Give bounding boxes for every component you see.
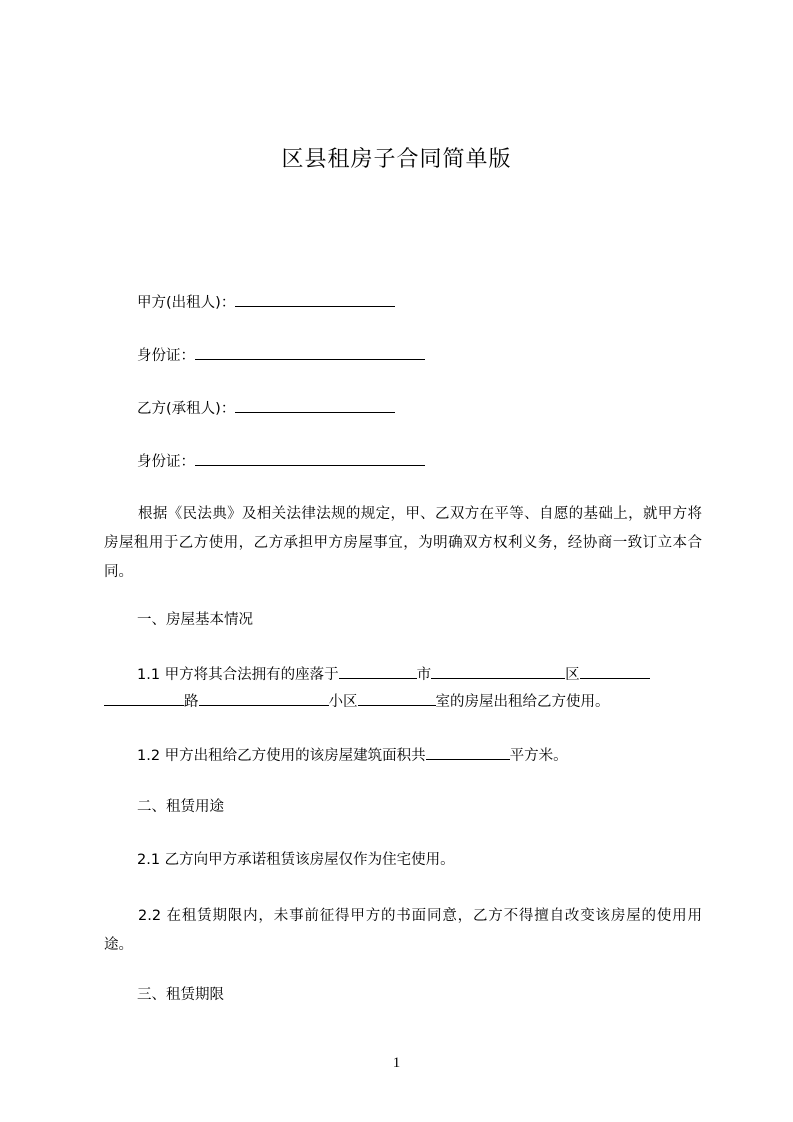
district-blank[interactable] <box>580 663 650 679</box>
room-blank[interactable] <box>358 690 436 706</box>
section-2-heading: 二、租赁用途 <box>137 799 224 815</box>
community-blank[interactable] <box>199 690 329 706</box>
id-line-1 <box>137 344 425 366</box>
party-b-blank[interactable] <box>235 397 395 413</box>
clause-1-2 <box>137 744 568 766</box>
road-label: 路 <box>184 694 199 710</box>
party-a-blank[interactable] <box>235 291 395 307</box>
party-a-line <box>137 291 395 313</box>
area-blank[interactable] <box>426 744 510 760</box>
id-label-2: 身份证： <box>137 454 195 470</box>
clause-1-1-text: 1.1 甲方将其合法拥有的座落于 <box>137 667 339 683</box>
section-1-heading: 一、房屋基本情况 <box>137 612 253 628</box>
clause-1-1-end: 室的房屋出租给乙方使用。 <box>435 694 610 710</box>
party-a-label: 甲方(出租人)： <box>137 295 236 311</box>
intro-paragraph: 根据《民法典》及相关法律法规的规定，甲、乙双方在平等、自愿的基础上，就甲方将房屋租用于乙方使用，乙方承担甲方房屋事宜，为明确双方权利义务，经协商一致订立本合同。 <box>104 506 702 580</box>
party-b-line <box>137 397 395 419</box>
clause-2-1: 2.1 乙方向甲方承诺租赁该房屋仅作为住宅使用。 <box>137 852 455 868</box>
city-label: 市 <box>416 667 432 683</box>
id-label-1: 身份证： <box>137 348 195 364</box>
clause-2-2: 2.2 在租赁期限内，未事前征得甲方的书面同意，乙方不得擅自改变该房屋的使用用途。 <box>104 908 702 953</box>
id-blank-2[interactable] <box>195 450 425 466</box>
district-label: 区 <box>565 667 580 683</box>
location-blank[interactable] <box>339 663 417 679</box>
road-blank[interactable] <box>104 690 184 706</box>
clause-1-1-line-1 <box>137 663 650 685</box>
city-blank[interactable] <box>431 663 565 679</box>
community-label: 小区 <box>328 694 358 710</box>
party-b-label: 乙方(承租人)： <box>137 401 236 417</box>
document-title: 区县租房子合同简单版 <box>281 147 512 172</box>
clause-1-1-line-2 <box>104 690 610 712</box>
id-blank-1[interactable] <box>195 344 425 360</box>
id-line-2 <box>137 450 425 472</box>
page-number: 1 <box>392 1055 401 1071</box>
clause-1-2-text: 1.2 甲方出租给乙方使用的该房屋建筑面积共 <box>137 748 426 764</box>
area-unit: 平方米。 <box>509 748 568 764</box>
section-3-heading: 三、租赁期限 <box>137 987 224 1003</box>
